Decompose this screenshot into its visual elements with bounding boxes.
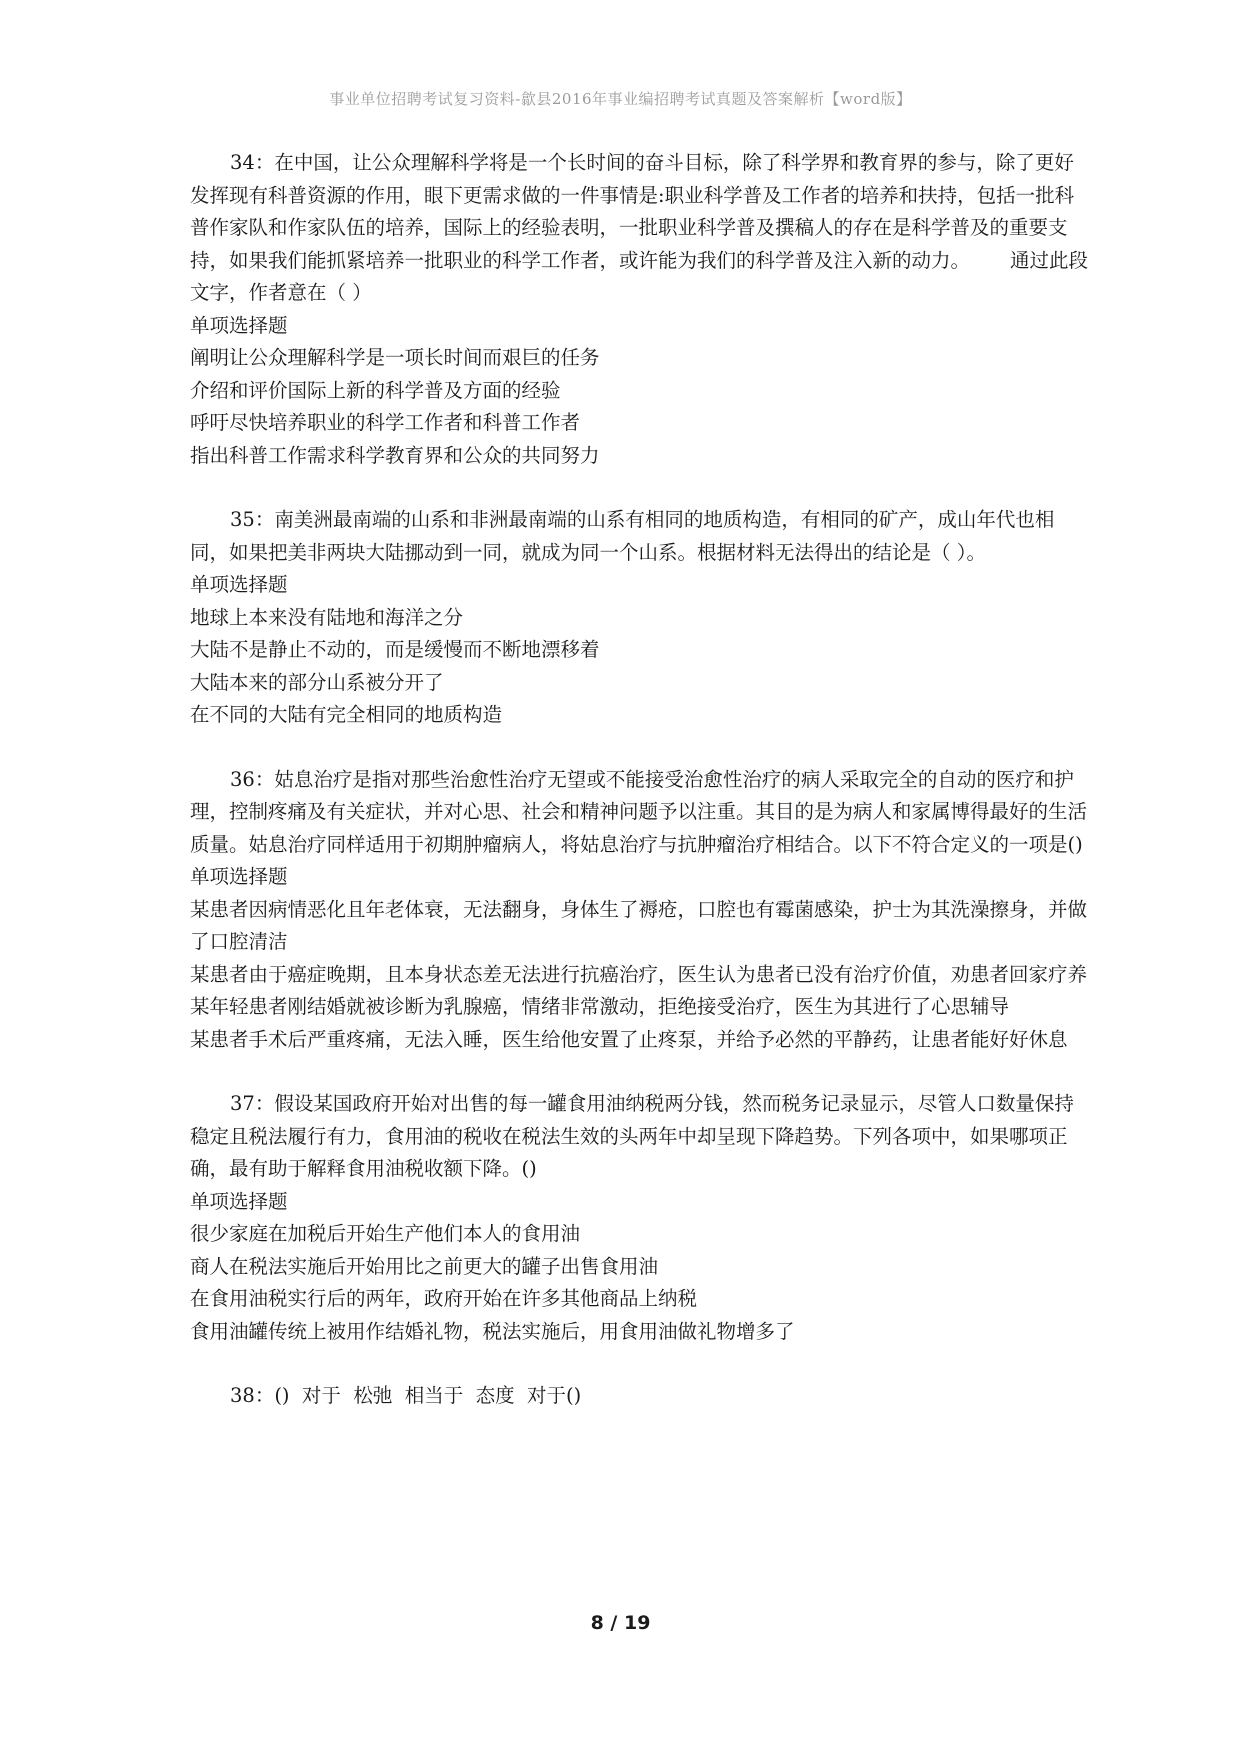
answer-option: 阐明让公众理解科学是一项长时间而艰巨的任务 bbox=[190, 346, 600, 369]
answer-option: 地球上本来没有陆地和海洋之分 bbox=[190, 605, 464, 629]
answer-option: 大陆本来的部分山系被分开了 bbox=[190, 670, 444, 694]
question-type: 单项选择题 bbox=[190, 573, 288, 596]
question-stem: 37：假设某国政府开始对出售的每一罐食用油纳税两分钱，然而税务记录显示，尽管人口数量保持稳定且税法履行有力，食用油的税收在税法生效的头两年中却呈现下降趋势。下列各项中，如果哪项正确，最有助于解释食用油税收额下降。() bbox=[190, 1092, 1074, 1180]
answer-option: 商人在税法实施后开始用比之前更大的罐子出售食用油 bbox=[190, 1254, 659, 1278]
answer-option: 某年轻患者刚结婚就被诊断为乳腺癌，情绪非常激动，拒绝接受治疗，医生为其进行了心思辅导 bbox=[190, 995, 1010, 1018]
document-body bbox=[190, 147, 1090, 1445]
question-37 bbox=[190, 1088, 1090, 1348]
answer-option: 在不同的大陆有完全相同的地质构造 bbox=[190, 703, 503, 726]
answer-option: 某患者因病情恶化且年老体衰，无法翻身，身体生了褥疮，口腔也有霉菌感染，护士为其洗澡擦身，并做了口腔清洁 bbox=[190, 897, 1088, 953]
question-stem bbox=[190, 147, 1090, 310]
answer-option: 在食用油税实行后的两年，政府开始在许多其他商品上纳税 bbox=[190, 1287, 698, 1310]
answer-option: 大陆不是静止不动的，而是缓慢而不断地漂移着 bbox=[190, 638, 600, 661]
answer-option: 很少家庭在加税后开始生产他们本人的食用油 bbox=[190, 1222, 581, 1245]
question-type: 单项选择题 bbox=[190, 313, 288, 337]
question-34 bbox=[190, 147, 1090, 472]
answer-option: 某患者由于癌症晚期，且本身状态差无法进行抗癌治疗，医生认为患者已没有治疗价值，劝患者回家疗养 bbox=[190, 962, 1088, 986]
question-type: 单项选择题 bbox=[190, 1189, 288, 1213]
question-stem: 38：() 对于 松弛 相当于 态度 对于() bbox=[230, 1384, 582, 1407]
question-type: 单项选择题 bbox=[190, 865, 288, 888]
question-stem-text: 34：在中国，让公众理解科学将是一个长时间的奋斗目标，除了科学界和教育界的参与，除了更好发挥现有科普资源的作用，眼下更需求做的一件事情是:职业科学普及工作者的培养和扶持，包括一批科普作家队和作家队伍的培养，国际上的经验表明，一批职业科学普及撰稿人的存在是科学普及的重要支持，如果我们能抓紧培养一批职业的科学工作者，或许能为我们的科学普及注入新的动力。 bbox=[190, 151, 1075, 272]
page-header: 事业单位招聘考试复习资料-歙县2016年事业编招聘考试真题及答案解析【word版】 bbox=[329, 90, 912, 108]
answer-option: 介绍和评价国际上新的科学普及方面的经验 bbox=[190, 378, 561, 402]
question-stem-tail: 通过此段文字，作者意在（ ） bbox=[190, 248, 1089, 304]
answer-option: 呼吁尽快培养职业的科学工作者和科普工作者 bbox=[190, 411, 581, 434]
answer-option: 食用油罐传统上被用作结婚礼物，税法实施后，用食用油做礼物增多了 bbox=[190, 1319, 795, 1343]
answer-option: 指出科普工作需求科学教育界和公众的共同努力 bbox=[190, 443, 600, 467]
question-36 bbox=[190, 764, 1090, 1057]
question-stem: 35：南美洲最南端的山系和非洲最南端的山系有相同的地质构造，有相同的矿产，成山年代也相同，如果把美非两块大陆挪动到一同，就成为同一个山系。根据材料无法得出的结论是（ ）。 bbox=[190, 508, 1055, 564]
question-38 bbox=[190, 1380, 1090, 1413]
question-stem: 36：姑息治疗是指对那些治愈性治疗无望或不能接受治愈性治疗的病人采取完全的自动的医疗和护理，控制疼痛及有关症状，并对心思、社会和精神问题予以注重。其目的是为病人和家属博得最好的生活质量。姑息治疗同样适用于初期肿瘤病人，将姑息治疗与抗肿瘤治疗相结合。以下不符合定义的一项是() bbox=[190, 767, 1088, 856]
answer-option: 某患者手术后严重疼痛，无法入睡，医生给他安置了止疼泵，并给予必然的平静药，让患者能好好休息 bbox=[190, 1027, 1068, 1051]
question-35 bbox=[190, 504, 1090, 732]
page-number: 8 / 19 bbox=[590, 1612, 651, 1634]
